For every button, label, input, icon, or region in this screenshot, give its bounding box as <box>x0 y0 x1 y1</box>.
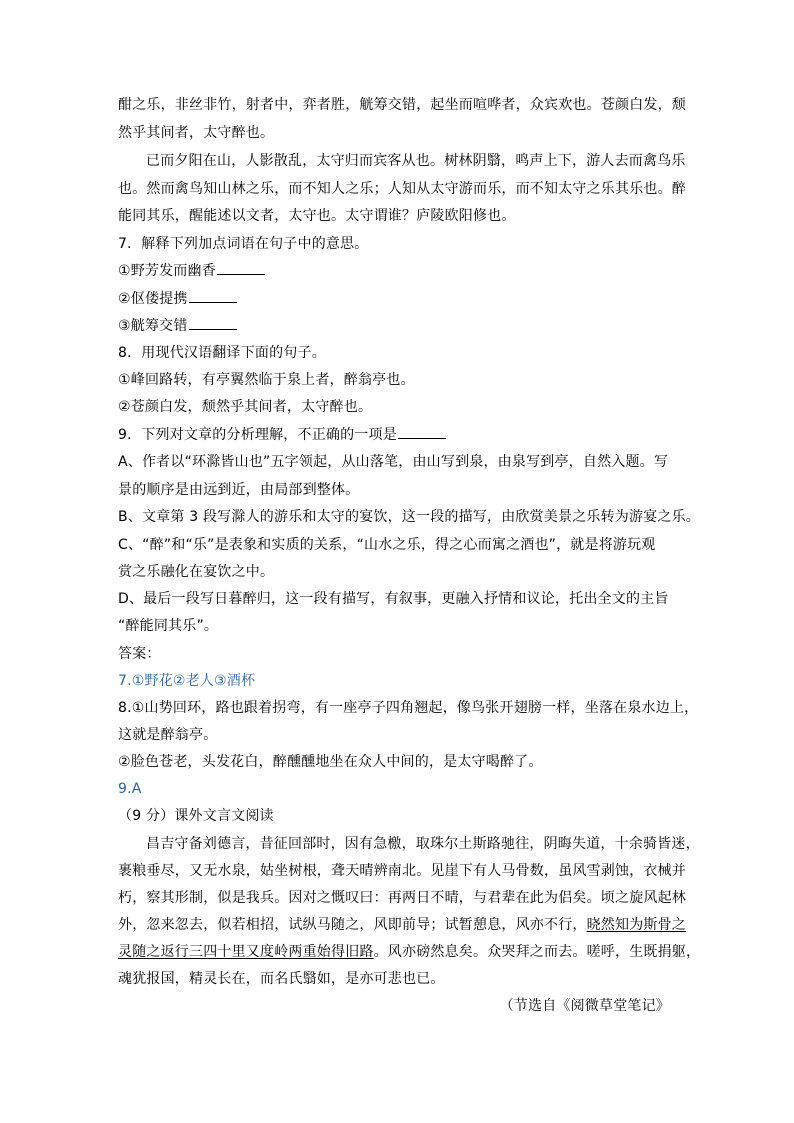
option-line: B、文章第 3 段写滁人的游乐和太守的宴饮，这一段的描写，由欣赏美景之乐转为游宴之乐。 <box>118 509 701 525</box>
passage-line: 魂犹报国，精灵长在，而名氏翳如，是亦可悲也已。 <box>118 971 445 987</box>
answer-blank <box>217 262 265 275</box>
passage-line: 能同其乐，醒能述以文者，太守也。太守谓谁？庐陵欧阳修也。 <box>118 208 516 224</box>
answer-9: 9.A <box>118 781 142 797</box>
option-line: 赏之乐融化在宴饮之中。 <box>118 564 275 580</box>
option-line: D、最后一段写日暮醉归，这一段有描写，有叙事，更融入抒情和议论，托出全文的主旨 <box>118 591 669 607</box>
underlined-sentence: 灵随之返行三四十里又度岭两重始得旧路 <box>118 944 374 960</box>
passage-line: 然乎其间者，太守醉也。 <box>118 125 275 141</box>
question-8-item: ②苍颜白发，颓然乎其间者，太守醉也。 <box>118 399 373 415</box>
question-9-stem: 9．下列对文章的分析理解，不正确的一项是 <box>118 426 446 444</box>
passage-line: 酣之乐，非丝非竹，射者中，弈者胜，觥筹交错，起坐而喧哗者，众宾欢也。苍颜白发，颓 <box>118 97 686 113</box>
section-heading: （9 分）课外文言文阅读 <box>118 808 274 824</box>
question-8-item: ①峰回路转，有亭翼然临于泉上者，醉翁亭也。 <box>118 372 415 388</box>
passage-line: 也。然而禽鸟知山林之乐，而不知人之乐；人知从太守游而乐，而不知太守之乐其乐也。醉 <box>118 181 686 197</box>
answer-8-line: 8.①山势回环，路也跟着拐弯，有一座亭子四角翘起，像鸟张开翅膀一样，坐落在泉水边上， <box>118 700 699 716</box>
answer-8-line: 这就是醉翁亭。 <box>118 727 218 743</box>
passage-line: 已而夕阳在山，人影散乱，太守归而宾客从也。树林阴翳，鸣声上下，游人去而禽鸟乐 <box>146 153 686 169</box>
source-citation: （节选自《阅微草堂笔记》 <box>499 998 670 1014</box>
option-line: A、作者以“环滁皆山也”五字领起，从山落笔，由山写到泉，由泉写到亭，自然入题。写 <box>118 454 669 470</box>
question-8-stem: 8．用现代汉语翻译下面的句子。 <box>118 345 326 361</box>
question-7-item: ①野芳发而幽香 <box>118 262 265 280</box>
answer-blank <box>189 290 237 303</box>
question-7-stem: 7．解释下列加点词语在句子中的意思。 <box>118 236 369 252</box>
passage-line: 灵随之返行三四十里又度岭两重始得旧路。风亦磅然息矣。众哭拜之而去。嗟呼，生既捐躯， <box>118 944 701 960</box>
passage-line: 朽，察其形制，似是我兵。因对之慨叹曰：再两日不晴，与君辈在此为侣矣。顷之旋风起林 <box>118 890 686 906</box>
passage-line: 外，忽来忽去，似若相招，试纵马随之，风即前导；试暂憩息，风亦不行，晓然知为斯骨之 <box>118 917 687 933</box>
answer-8-line: ②脸色苍老，头发花白，醉醺醺地坐在众人中间的，是太守喝醉了。 <box>118 754 543 770</box>
answer-blank <box>189 317 237 330</box>
option-line: C、“醉”和“乐”是表象和实质的关系，“山水之乐，得之心而寓之酒也”，就是将游玩观 <box>118 537 656 553</box>
answer-blank <box>398 426 446 439</box>
passage-line: 昌吉守备刘德言，昔征回部时，因有急檄，取珠尔土斯路驰往，阴晦失道，十余骑皆迷， <box>146 836 700 852</box>
question-7-item: ③觥筹交错 <box>118 317 237 335</box>
answers-label: 答案： <box>118 646 161 662</box>
answer-7: 7.①野花②老人③酒杯 <box>118 673 256 689</box>
underlined-sentence: 晓然知为斯骨之 <box>586 917 687 933</box>
passage-line: 裹粮垂尽，又无水泉，姑坐树根，聋天晴辨南北。见崖下有人马骨数，虽风雪剥蚀，衣械并 <box>118 863 686 879</box>
question-7-item: ②伛偻提携 <box>118 290 237 308</box>
option-line: 景的顺序是由远到近，由局部到整体。 <box>118 482 360 498</box>
option-line: “醉能同其乐”。 <box>118 618 219 634</box>
